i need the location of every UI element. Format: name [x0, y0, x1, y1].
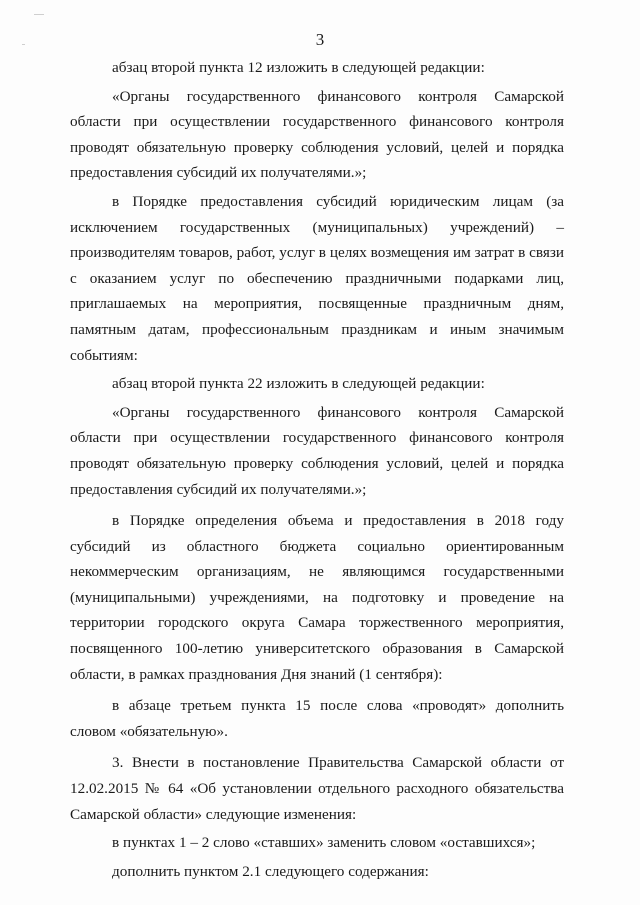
paragraph-replace-word: в пунктах 1 – 2 слово «ставших» заменить словом «оставшихся»; — [112, 834, 536, 852]
paragraph-amend-p22: абзац второй пункта 22 изложить в следующей редакции: — [112, 375, 485, 393]
paragraph-amend-p15: в абзаце третьем пункта 15 после слова «проводят» дополнить словом «обязательную». — [70, 697, 564, 740]
paragraph-quote-p22: «Органы государственного финансового контроля Самарской области при осуществлении государственного финансового контроля проводят обязательную проверку соблюдения условий, целей и порядка предоставления субсидий их получателями.»; — [70, 403, 564, 498]
paragraph-amend-p12: абзац второй пункта 12 изложить в следующей редакции: — [112, 59, 485, 76]
paragraph-order-gifts: в Порядке предоставления субсидий юридическим лицам (за исключением государственных (муниципальных) учреждений) – производителям товаров, работ, услуг в целях возмещения им затрат в связи с оказанием услуг по обеспечению праздничными подарками лиц, приглашаемых на мероприятия, посвященные праздничным дням, памятным датам, профессиональным праздникам и иным значимым событиям: — [70, 192, 564, 364]
scan-mark — [34, 14, 44, 15]
document-body — [70, 55, 564, 884]
paragraph-add-2-1: дополнить пунктом 2.1 следующего содержания: — [112, 862, 429, 880]
paragraph-order-subsidies-2018: в Порядке определения объема и предоставления в 2018 году субсидий из областного бюджета социально ориентированным некоммерческим организациям, не являющимся государственными (муниципальными) учреждениями, на подготовку и проведение на территории городского округа Самара торжественного мероприятия, посвященного 100-летию университетского образования в Самарской области, в рамках празднования Дня знаний (1 сентября): — [70, 512, 564, 683]
paragraph-item-3: 3. Внести в постановление Правительства Самарской области от 12.02.2015 № 64 «Об установлении отдельного расходного обязательства Самарской области» следующие изменения: — [70, 754, 564, 823]
paragraph-quote-p12: «Органы государственного финансового контроля Самарской области при осуществлении государственного финансового контроля проводят обязательную проверку соблюдения условий, целей и порядка предоставления субсидий их получателями.»; — [70, 87, 564, 182]
page-number: 3 — [315, 30, 325, 49]
